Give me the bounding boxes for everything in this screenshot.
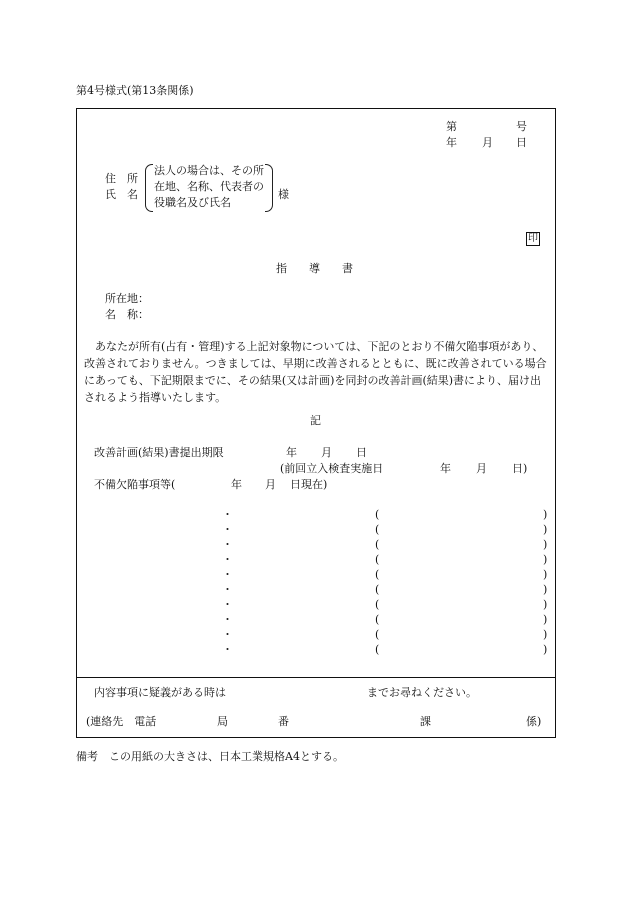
list-item-close: ) [543, 583, 548, 596]
list-item-open: ( [375, 553, 380, 566]
seal-mark: 印 [528, 233, 538, 244]
inspection-day: 日) [512, 462, 528, 475]
list-item-close: ) [543, 613, 548, 626]
list-item-close: ) [543, 508, 548, 521]
list-item-bullet: ・ [222, 568, 233, 581]
addressee-note-line-3: 役職名及び氏名 [154, 196, 231, 209]
honorific: 様 [278, 188, 289, 201]
list-item-bullet: ・ [222, 643, 233, 656]
list-item-bullet: ・ [222, 553, 233, 566]
defects-year: 年 [231, 478, 242, 491]
addressee-note-line-2: 在地、名称、代表者の [154, 180, 264, 193]
deadline-day: 日 [356, 446, 367, 459]
list-item-bullet: ・ [222, 583, 233, 596]
brace-right [265, 164, 273, 212]
contact-label: (連絡先 電話 [86, 715, 157, 728]
contact-kakari: 係) [526, 715, 542, 728]
list-item-bullet: ・ [222, 508, 233, 521]
location-label: 所在地： [105, 292, 149, 305]
section-divider [76, 677, 556, 678]
form-header: 第4号様式(第13条関係) [76, 84, 194, 97]
list-item-close: ) [543, 538, 548, 551]
document-title: 指 導 書 [276, 262, 353, 275]
list-item-open: ( [375, 538, 380, 551]
list-item-open: ( [375, 643, 380, 656]
deadline-year: 年 [286, 446, 297, 459]
list-item-open: ( [375, 598, 380, 611]
list-item-bullet: ・ [222, 613, 233, 626]
ref-number-label: 第 [446, 120, 457, 133]
list-item-bullet: ・ [222, 538, 233, 551]
ref-year: 年 [446, 136, 457, 149]
list-item-close: ) [543, 598, 548, 611]
name-label: 氏 名 [105, 188, 138, 201]
ref-number-suffix: 号 [516, 120, 527, 133]
contact-kyoku: 局 [217, 715, 228, 728]
address-label: 住 所 [105, 172, 138, 185]
ref-month: 月 [482, 136, 493, 149]
deadline-label: 改善計画(結果)書提出期限 [94, 446, 224, 459]
defects-suffix: 日現在) [290, 478, 328, 491]
brace-left [145, 164, 153, 212]
body-paragraph: あなたが所有(占有・管理)する上記対象物については、下記のとおり不備欠陥事項があり、改善されておりません。つきましては、早期に改善されるとともに、既に改善されている場合にあっても、下記期限までに、その結果(又は計画)を同封の改善計画(結果)書により、届け出されるよう指導いたします。 [84, 340, 547, 404]
list-item-open: ( [375, 613, 380, 626]
inspection-year: 年 [440, 462, 451, 475]
defects-label: 不備欠陥事項等( [94, 478, 176, 491]
inquiry-right: までお尋ねください。 [367, 686, 477, 699]
list-item-close: ) [543, 643, 548, 656]
list-item-open: ( [375, 508, 380, 521]
list-item-open: ( [375, 583, 380, 596]
list-item-open: ( [375, 523, 380, 536]
list-item-close: ) [543, 523, 548, 536]
ref-day: 日 [516, 136, 527, 149]
list-item-open: ( [375, 568, 380, 581]
inquiry-left: 内容事項に疑義がある時は [94, 686, 226, 699]
inspection-month: 月 [476, 462, 487, 475]
ki-label: 記 [310, 414, 321, 427]
list-item-close: ) [543, 628, 548, 641]
defects-month: 月 [265, 478, 276, 491]
list-item-bullet: ・ [222, 523, 233, 536]
contact-ka: 課 [420, 715, 431, 728]
list-item-open: ( [375, 628, 380, 641]
footnote: 備考 この用紙の大きさは、日本工業規格A4とする。 [76, 750, 344, 763]
list-item-close: ) [543, 553, 548, 566]
property-name-label: 名 称： [105, 308, 149, 321]
list-item-close: ) [543, 568, 548, 581]
deadline-month: 月 [321, 446, 332, 459]
list-item-bullet: ・ [222, 598, 233, 611]
inspection-label: (前回立入検査実施日 [280, 462, 384, 475]
list-item-bullet: ・ [222, 628, 233, 641]
addressee-note-line-1: 法人の場合は、その所 [154, 164, 264, 177]
contact-ban: 番 [278, 715, 289, 728]
